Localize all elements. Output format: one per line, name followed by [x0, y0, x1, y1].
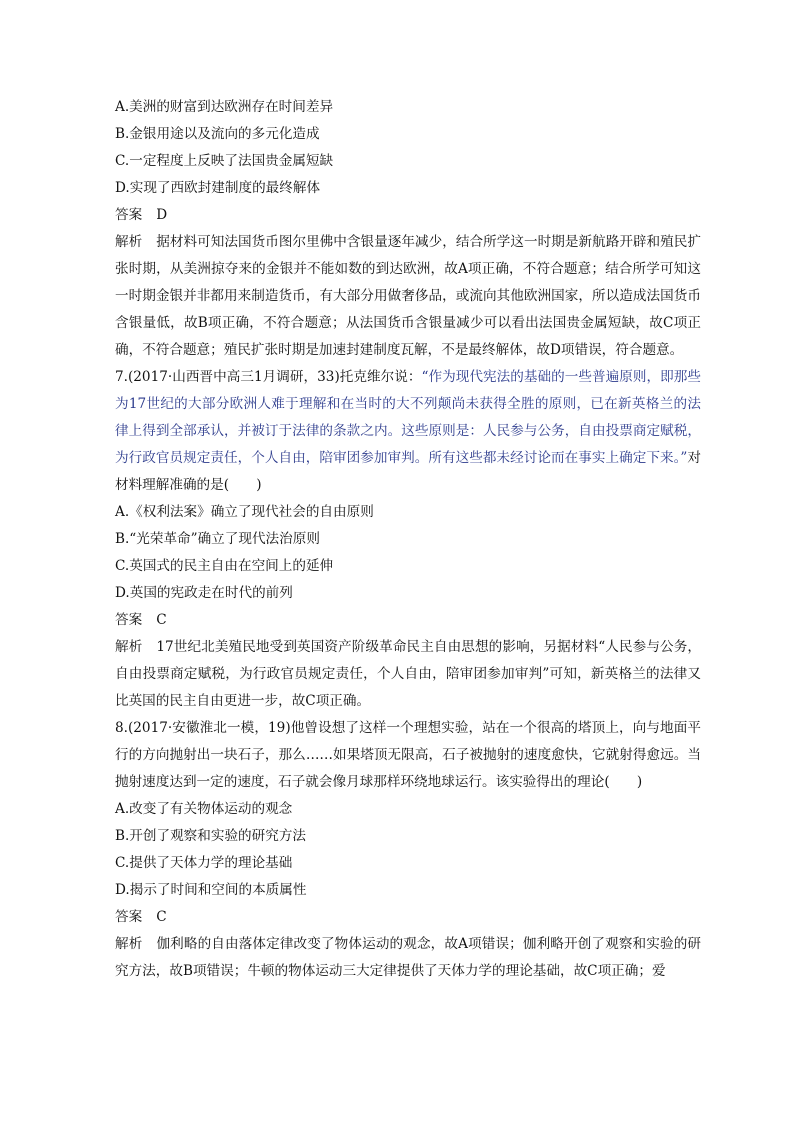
- q8-answer-value: C: [156, 909, 167, 925]
- q7-option-a: A.《权利法案》确立了现代社会的自由原则: [115, 504, 374, 520]
- q7-question: 对材料理解准确的是( ): [115, 450, 701, 493]
- q7-analysis-text: 17世纪北美殖民地受到英国资产阶级革命民主自由思想的影响，另据材料“人民参与公务，自由投票商定赋税，为行政官员规定责任，个人自由，陪审团参加审判”可知，新英格兰的法律又比英国的民主自由更进一步，故C项正确。: [115, 639, 702, 709]
- q6-analysis-label: 解析: [115, 234, 143, 250]
- q8-analysis: [115, 931, 701, 985]
- q6-option-a: A.美洲的财富到达欧洲存在时间差异: [115, 99, 334, 115]
- q7-stem: [115, 364, 701, 499]
- q8-stem: 8.(2017·安徽淮北一模，19)他曾设想了这样一个理想实验，站在一个很高的塔顶上，向与地面平行的方向抛射出一块石子，那么……如果塔顶无限高，石子被抛射的速度愈快，它就射得愈远。当抛射速度达到一定的速度，石子就会像月球那样环绕地球运行。该实验得出的理论( ): [115, 720, 701, 790]
- q8-option-d: D.揭示了时间和空间的本质属性: [115, 882, 307, 898]
- q6-answer-value: D: [156, 207, 168, 223]
- q8-option-b: B.开创了观察和实验的研究方法: [115, 828, 307, 844]
- q8-analysis-label: 解析: [115, 936, 143, 952]
- q7-answer-label: 答案: [115, 612, 143, 628]
- q6-analysis-text: 据材料可知法国货币图尔里佛中含银量逐年减少，结合所学这一时期是新航路开辟和殖民扩张时期，从美洲掠夺来的金银并不能如数的到达欧洲，故A项正确，不符合题意；结合所学可知这一时期金银并非都用来制造货币，有大部分用做奢侈品，或流向其他欧洲国家，所以造成法国货币含银量低，故B项正确，不符合题意；从法国货币含银量减少可以看出法国贵金属短缺，故C项正确，不符合题意；殖民扩张时期是加速封建制度瓦解，不是最终解体，故D项错误，符合题意。: [115, 234, 702, 358]
- q7-option-d: D.英国的宪政走在时代的前列: [115, 585, 293, 601]
- q8-option-a: A.改变了有关物体运动的观念: [115, 801, 293, 817]
- q8-option-c: C.提供了天体力学的理论基础: [115, 855, 293, 871]
- q6-option-c: C.一定程度上反映了法国贵金属短缺: [115, 153, 334, 169]
- q6-answer: [115, 202, 701, 229]
- q7-analysis: [115, 634, 701, 715]
- q8-answer-label: 答案: [115, 909, 143, 925]
- page-content: [115, 94, 701, 985]
- q7-analysis-label: 解析: [115, 639, 143, 655]
- q7-source: 7.(2017·山西晋中高三1月调研，33)托克维尔说：: [115, 369, 422, 385]
- q6-option-b: B.金银用途以及流向的多元化造成: [115, 126, 320, 142]
- q6-option-d: D.实现了西欧封建制度的最终解体: [115, 180, 321, 196]
- q7-answer: [115, 607, 701, 634]
- q6-analysis: [115, 229, 701, 364]
- q7-option-b: B.“光荣革命”确立了现代法治原则: [115, 531, 320, 547]
- q7-answer-value: C: [156, 612, 167, 628]
- q6-answer-label: 答案: [115, 207, 143, 223]
- q7-option-c: C.英国式的民主自由在空间上的延伸: [115, 558, 334, 574]
- q8-answer: [115, 904, 701, 931]
- q8-analysis-text: 伽利略的自由落体定律改变了物体运动的观念，故A项错误；伽利略开创了观察和实验的研究方法，故B项错误；牛顿的物体运动三大定律提供了天体力学的理论基础，故C项正确；爱: [115, 936, 702, 979]
- q7-quote: “作为现代宪法的基础的一些普遍原则，即那些为17世纪的大部分欧洲人难于理解和在当时的大不列颠尚未获得全胜的原则，已在新英格兰的法律上得到全部承认，并被订于法律的条款之内。这些原则是：人民参与公务，自由投票商定赋税，为行政官员规定责任，个人自由，陪审团参加审判。所有这些都未经讨论而在事实上确定下来。”: [115, 369, 701, 466]
